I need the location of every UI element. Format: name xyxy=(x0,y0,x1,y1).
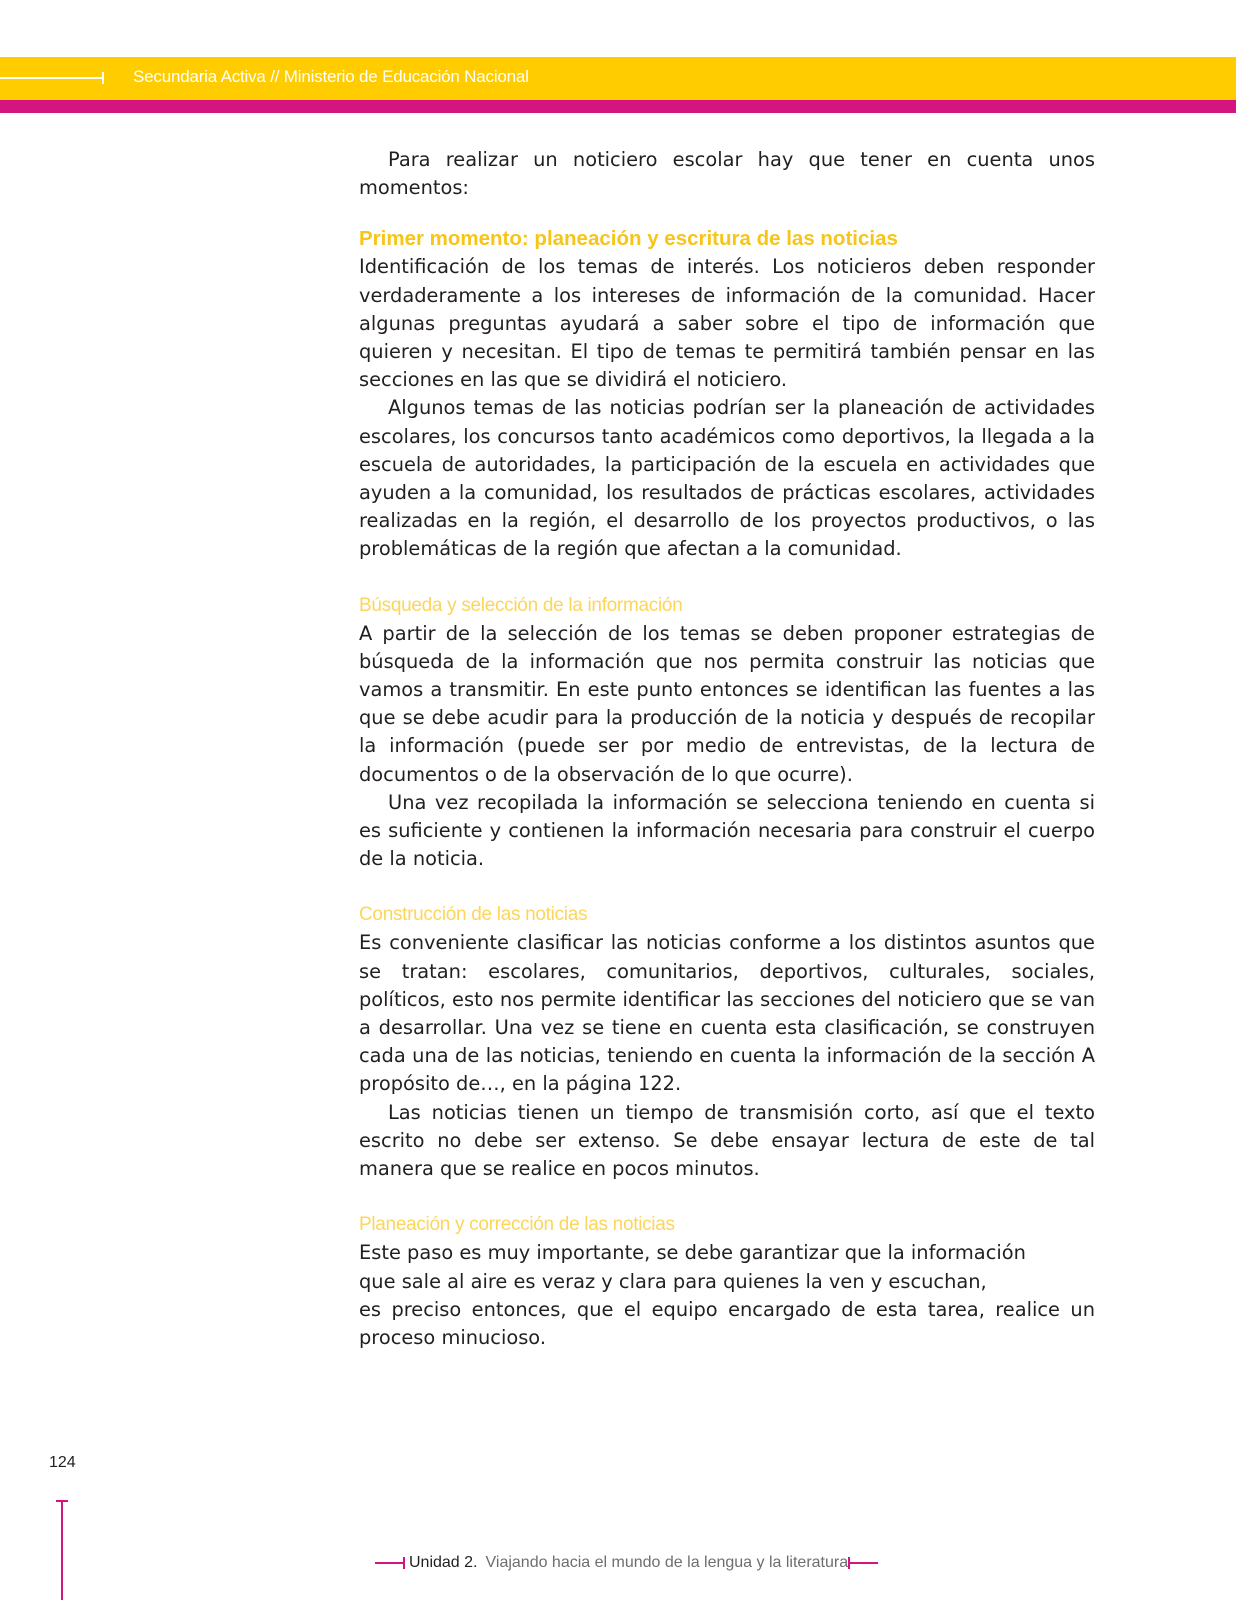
subheading-construccion: Construcción de las noticias xyxy=(359,904,588,926)
body-paragraph: Una vez recopilada la información se selecciona teniendo en cuenta si es suficiente y contienen la información necesaria para construir el cuerpo de la noticia. xyxy=(359,790,1095,871)
running-header: Secundaria Activa // Ministerio de Educación Nacional xyxy=(133,67,529,86)
body-line: es preciso entonces, que el equipo encargado de esta tarea, realice un proceso minucioso. xyxy=(359,1297,1095,1349)
subheading-planeacion: Planeación y corrección de las noticias xyxy=(359,1214,675,1236)
body-line: que sale al aire es veraz y clara para quienes la ven y escuchan, xyxy=(359,1269,987,1293)
body-line: Este paso es muy importante, se debe garantizar que la información xyxy=(359,1241,1026,1265)
subheading-busqueda: Búsqueda y selección de la información xyxy=(359,594,683,616)
header-accent-stripe xyxy=(0,100,1236,113)
body-paragraph: Las noticias tienen un tiempo de transmisión corto, así que el texto escrito no debe ser extenso. Se debe ensayar lectura de este de tal manera que se realice en pocos minutos. xyxy=(359,1100,1095,1181)
header-rule-line xyxy=(0,77,104,79)
section-heading-primer-momento: Primer momento: planeación y escritura de las noticias xyxy=(359,227,898,251)
footer-unit-number: Unidad 2. xyxy=(409,1554,478,1571)
body-paragraph: Es conveniente clasificar las noticias conforme a los distintos asuntos que se tratan: escolares, comunitarios, deportivos, culturales, sociales, políticos, esto nos permite identificar las secciones del noticiero que se van a desarrollar. Una vez se tiene en cuenta esta clasificación, se construyen cada una de las noticias, teniendo en cuenta la información de la sección A propósito de…, en la página 122. xyxy=(359,931,1095,1096)
header-rule-tick xyxy=(102,72,104,84)
footer-rule-right xyxy=(848,1562,878,1564)
body-paragraph: Identificación de los temas de interés. Los noticieros deben responder verdaderamente a los intereses de información de la comunidad. Hacer algunas preguntas ayudará a saber sobre el tipo de información que quieren y necesitan. El tipo de temas te permitirá también pensar en las secciones en las que se dividirá el noticiero. xyxy=(359,255,1095,392)
page-number: 124 xyxy=(49,1454,76,1471)
footer-rule-left xyxy=(375,1562,405,1564)
running-footer xyxy=(375,1551,878,1575)
intro-paragraph: Para realizar un noticiero escolar hay que tener en cuenta unos momentos: xyxy=(359,148,1095,200)
body-paragraph: Algunos temas de las noticias podrían ser la planeación de actividades escolares, los concursos tanto académicos como deportivos, la llegada a la escuela de autoridades, la participación de la escuela en actividades que ayuden a la comunidad, los resultados de prácticas escolares, actividades realizadas en la región, el desarrollo de los proyectos productivos, o las problemáticas de la región que afectan a la comunidad. xyxy=(359,396,1095,561)
body-paragraph: A partir de la selección de los temas se deben proponer estrategias de búsqueda de la información que nos permita construir las noticias que vamos a transmitir. En este punto entonces se identifican las fuentes a las que se debe acudir para la producción de la noticia y después de recopilar la información (puede ser por medio de entrevistas, de la lectura de documentos o de la observación de lo que ocurre). xyxy=(359,621,1095,786)
margin-rule-line xyxy=(61,1500,63,1600)
main-content xyxy=(359,146,1095,1352)
footer-unit-title: Viajando hacia el mundo de la lengua y la literatura xyxy=(485,1554,849,1571)
